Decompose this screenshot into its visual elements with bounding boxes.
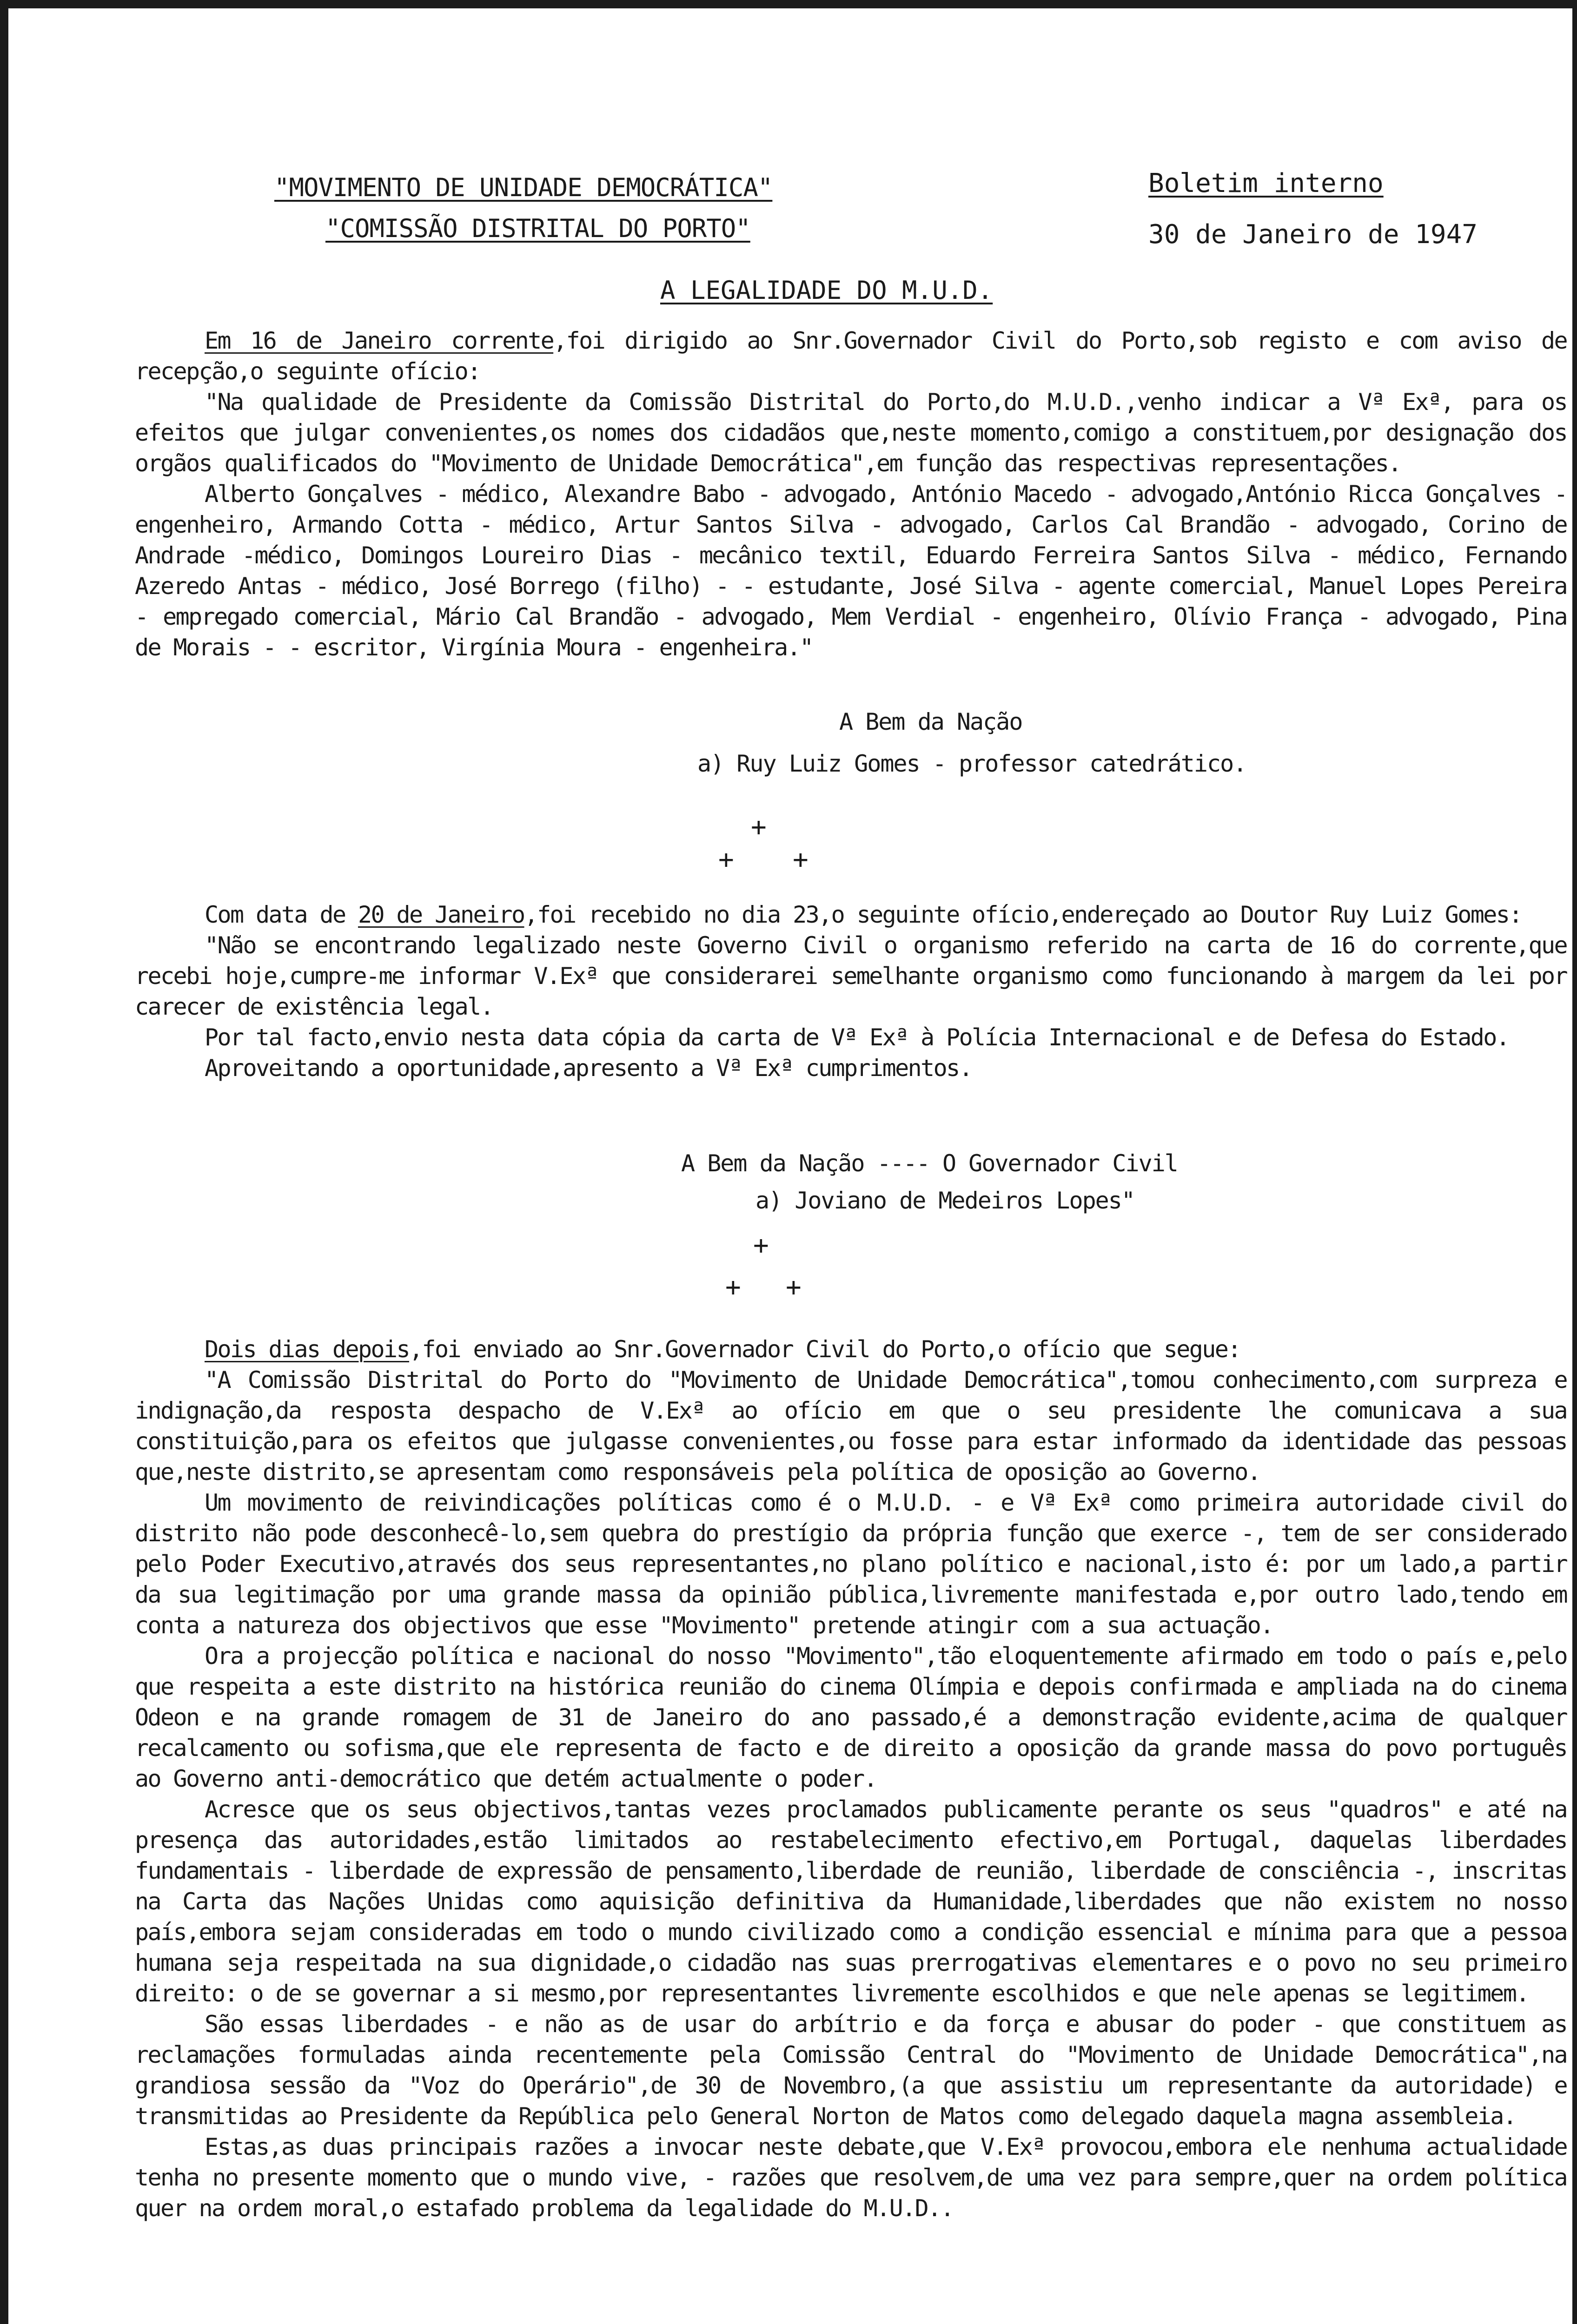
section2-para3: Aproveitando a oportunidade,apresento a Vª Exª cumprimentos. bbox=[205, 1055, 972, 1082]
page-border-right bbox=[1572, 0, 1577, 2324]
separator-top-mark: + bbox=[751, 812, 767, 842]
section2-para2: Por tal facto,envio nesta data cópia da carta de Vª Exª à Polícia Internacional e de Defesa do Estado. bbox=[205, 1024, 1509, 1051]
separator-left-mark: + bbox=[718, 845, 734, 875]
organization-header bbox=[274, 167, 832, 249]
section2-intro: Com data de 20 de Janeiro,foi recebido no dia 23,o seguinte ofício,endereçado ao Doutor Ruy Luiz Gomes: bbox=[205, 901, 1522, 928]
section1-date-ref: Em 16 de Janeiro corrente bbox=[205, 327, 554, 354]
separator2-left-mark: + bbox=[725, 1272, 741, 1302]
section1-signature: a) Ruy Luiz Gomes - professor catedrático. bbox=[697, 750, 1246, 777]
bulletin-date: 30 de Janeiro de 1947 bbox=[1148, 219, 1478, 250]
section3-para1: "A Comissão Distrital do Porto do "Movimento de Unidade Democrática",tomou conhecimento,com surpreza e indignação,da resposta despacho de V.Exª ao ofício em que o seu presidente lhe comunicava a sua constituição,para os efeitos que julgasse convenientes,ou fosse para estar informado da identidade das pessoas que,neste distrito,se apresentam como responsáveis pela política de oposição ao Governo. bbox=[135, 1367, 1567, 1486]
section1-names: Alberto Gonçalves - médico, Alexandre Babo - advogado, António Macedo - advogado,António Ricca Gonçalves - engenheiro, Armando Cotta - médico, Artur Santos Silva - advogado, Carlos Cal Brandão - advogado, Corino de Andrade -médico, Domingos Loureiro Dias - mecânico textil, Eduardo Ferreira Santos Silva - médico, Fernando Azeredo Antas - médico, José Borrego (filho) - - estudante, José Silva - agente comercial, Manuel Lopes Pereira - empregado comercial, Mário Cal Brandão - advogado, Mem Verdial - engenheiro, Olívio França - advogado, Pina de Morais - - escritor, Virgínia Moura - engenheira." bbox=[135, 481, 1567, 661]
section-response-letter bbox=[135, 1334, 1567, 2224]
section3-para6: Estas,as duas principais razões a invocar neste debate,que V.Exª provocou,embora ele nenhuma actualidade tenha no presente momento que o mundo vive, - razões que resolvem,de uma vez para sempre,quer na ordem política quer na ordem moral,o estafado problema da legalidade do M.U.D.. bbox=[135, 2133, 1567, 2222]
bulletin-type: Boletim interno bbox=[1148, 168, 1384, 198]
section-first-letter bbox=[135, 325, 1567, 663]
section1-closing: A Bem da Nação bbox=[839, 708, 1022, 735]
bulletin-header bbox=[1148, 158, 1502, 260]
document-title: A LEGALIDADE DO M.U.D. bbox=[660, 276, 993, 305]
page-border-top bbox=[0, 0, 1577, 8]
section3-para5: São essas liberdades - e não as de usar do arbítrio e da força e abusar do poder - que constituem as reclamações formuladas ainda recentemente pela Comissão Central do "Movimento de Unidade Democrática",na grandiosa sessão da "Voz do Operário",de 30 de Novembro,(a que assistiu um representante da autoridade) e transmitidas ao Presidente da República pelo General Norton de Matos como delegado daquela magna assembleia. bbox=[135, 2011, 1567, 2130]
org-name-line: "MOVIMENTO DE UNIDADE DEMOCRÁTICA" bbox=[274, 173, 773, 202]
section-reply-letter bbox=[135, 899, 1567, 1083]
separator2-top-mark: + bbox=[753, 1230, 769, 1261]
section2-closing: A Bem da Nação ---- O Governador Civil bbox=[681, 1150, 1178, 1177]
org-committee-line: "COMISSÃO DISTRITAL DO PORTO" bbox=[325, 214, 750, 243]
section2-quote: "Não se encontrando legalizado neste Governo Civil o organismo referido na carta de 16 do corrente,que recebi hoje,cumpre-me informar V.Exª que considerarei semelhante organismo como funcionando à margem da lei por carecer de existência legal. bbox=[135, 932, 1567, 1020]
section3-intro: Dois dias depois,foi enviado ao Snr.Governador Civil do Porto,o ofício que segue: bbox=[205, 1336, 1240, 1363]
section3-date-ref: Dois dias depois bbox=[205, 1336, 410, 1363]
section1-quote: "Na qualidade de Presidente da Comissão Distrital do Porto,do M.U.D.,venho indicar a Vª Exª, para os efeitos que julgar convenientes,os nomes dos cidadãos que,neste momento,comigo a constituem,por designação dos orgãos qualificados do "Movimento de Unidade Democrática",em função das respectivas representações. bbox=[135, 389, 1567, 477]
page-border-left bbox=[0, 0, 8, 2324]
section3-para4: Acresce que os seus objectivos,tantas vezes proclamados publicamente perante os seus "quadros" e até na presença das autoridades,estão limitados ao restabelecimento efectivo,em Portugal, daquelas liberdades fundamentais - liberdade de expressão de pensamento,liberdade de reunião, liberdade de consciência -, inscritas na Carta das Nações Unidas como aquisição definitiva da Humanidade,liberdades que não existem no nosso país,embora sejam consideradas em todo o mundo civilizado como a condição essencial e mínima para que a pessoa humana seja respeitada na sua dignidade,o cidadão nas suas prerrogativas elementares e o povo no seu primeiro direito: o de se governar a si mesmo,por representantes livremente escolhidos e que nele apenas se legitimem. bbox=[135, 1796, 1567, 2007]
separator2-right-mark: + bbox=[786, 1272, 802, 1302]
section3-para3: Ora a projecção política e nacional do nosso "Movimento",tão eloquentemente afirmado em todo o país e,pelo que respeita a este distrito na histórica reunião do cinema Olímpia e depois confirmada e ampliada na do cinema Odeon e na grande romagem de 31 de Janeiro do ano passado,é a demonstração evidente,acima de qualquer recalcamento ou sofisma,que ele representa de facto e de direito a oposição da grande massa do povo português ao Governo anti-democrático que detém actualmente o poder. bbox=[135, 1643, 1567, 1792]
section1-intro: Em 16 de Janeiro corrente,foi dirigido ao Snr.Governador Civil do Porto,sob registo e com aviso de recepção,o seguinte ofício: bbox=[135, 327, 1567, 385]
section3-para2: Um movimento de reivindicações políticas como é o M.U.D. - e Vª Exª como primeira autoridade civil do distrito não pode desconhecê-lo,sem quebra do prestígio da própria função que exerce -, tem de ser considerado pelo Poder Executivo,através dos seus representantes,no plano político e nacional,isto é: por um lado,a partir da sua legitimação por uma grande massa da opinião pública,livremente manifestada e,por outro lado,tendo em conta a natureza dos objectivos que esse "Movimento" pretende atingir com a sua actuação. bbox=[135, 1489, 1567, 1639]
separator-right-mark: + bbox=[793, 845, 808, 875]
section2-signature: a) Joviano de Medeiros Lopes" bbox=[755, 1187, 1134, 1214]
section2-date-ref: 20 de Janeiro bbox=[358, 901, 524, 928]
